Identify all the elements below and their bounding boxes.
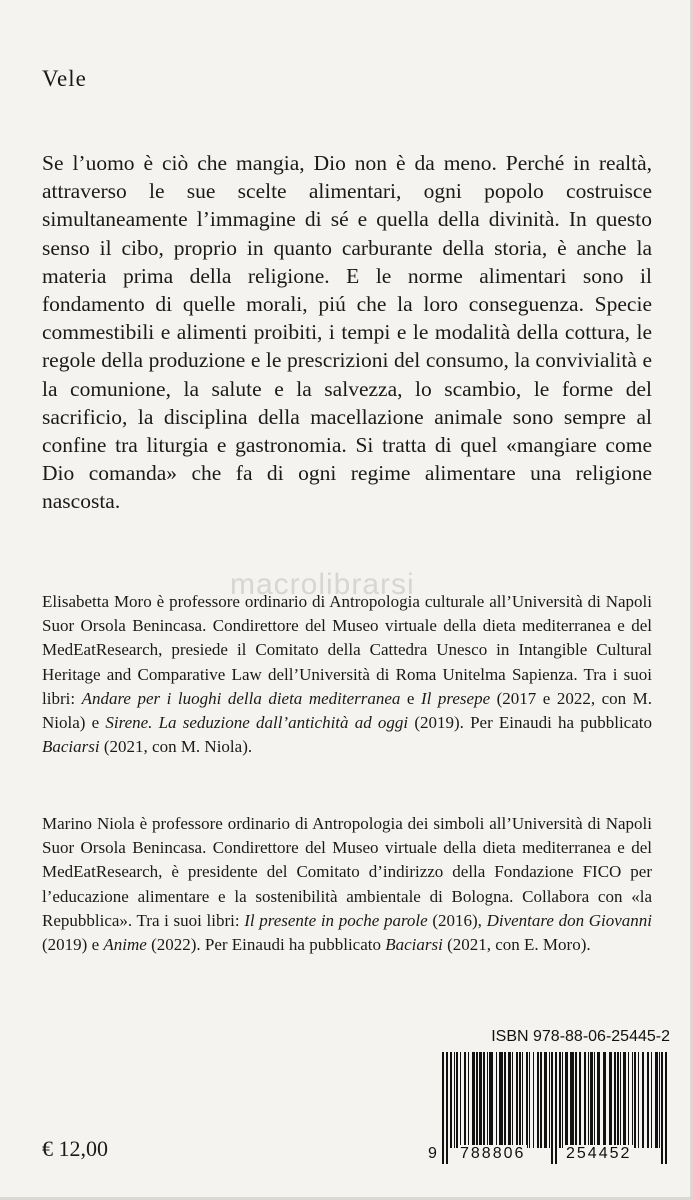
barcode-bar [454, 1052, 455, 1148]
barcode-bar [647, 1052, 649, 1148]
book-title: Baciarsi [42, 737, 100, 757]
barcode-bar [483, 1052, 485, 1148]
series-title: Vele [42, 66, 87, 91]
book-title: Anime [103, 935, 147, 955]
barcode-bar [529, 1052, 530, 1148]
barcode-bar [665, 1052, 667, 1164]
barcode-bar [562, 1052, 563, 1148]
barcode-bar [570, 1052, 574, 1148]
barcode-bar [628, 1052, 629, 1148]
barcode-bar [487, 1052, 488, 1148]
barcode-bar [638, 1052, 639, 1148]
bio-text: (2016), [427, 910, 487, 930]
barcode-bar [456, 1052, 458, 1148]
barcode-bar [575, 1052, 577, 1148]
author-bio-moro [42, 590, 652, 759]
barcode-bar [623, 1052, 626, 1148]
barcode-bar [442, 1052, 444, 1164]
barcode-bar [499, 1052, 503, 1148]
barcode-bar [594, 1052, 595, 1148]
book-title: Andare per i luoghi della dieta mediterranea [81, 688, 401, 708]
barcode-bar [603, 1052, 606, 1148]
barcode-bar [579, 1052, 581, 1148]
barcode-bar [555, 1052, 557, 1164]
barcode-bar [588, 1052, 589, 1148]
barcode-bar [565, 1052, 568, 1148]
barcode-bar [496, 1052, 497, 1148]
barcode-bar [617, 1052, 619, 1148]
book-title: Sirene. La seduzione dall’antichità ad oggi [105, 713, 409, 733]
bio-text: (2021, con M. Niola). [99, 737, 253, 757]
bio-text: Elisabetta Moro è professore ordinario di Antropologia culturale all’Università di Napoli Suor Orsola Benincasa. Condirettore del Museo virtuale della dieta mediterranea e del MedEatResearch, presiede il Comitato della Cattedra Unesco in Intangible Cultural Heritage and Comparative Law dell’Università di Roma Unitelma Sapienza. Tra i suoi libri: [42, 592, 652, 708]
barcode-bar [544, 1052, 547, 1148]
barcode-bar [519, 1052, 521, 1148]
barcode-bar [559, 1052, 561, 1148]
barcode-bar [597, 1052, 600, 1148]
barcode-bar [479, 1052, 482, 1148]
barcode-bar [584, 1052, 586, 1148]
barcode-bar [522, 1052, 523, 1148]
book-title: Baciarsi [385, 935, 443, 955]
barcode-bar [634, 1052, 636, 1148]
barcode-bar [446, 1052, 448, 1164]
barcode-bar [642, 1052, 644, 1148]
bio-text: (2021, con E. Moro). [442, 935, 591, 955]
bio-text: (2022). Per Einaudi ha pubblicato [146, 935, 386, 955]
bio-text: (2017 e 2022, con M. Niola) e [42, 688, 653, 733]
barcode-bar [508, 1052, 511, 1148]
bio-text: e [400, 688, 421, 708]
bio-text: (2019) e [42, 935, 104, 955]
isbn-label: ISBN 978-88-06-25445-2 [491, 1028, 670, 1045]
barcode-bar [551, 1052, 553, 1164]
barcode-bar [468, 1052, 469, 1148]
watermark-logo: macrolibrarsi [230, 568, 415, 601]
barcode-bar [533, 1052, 534, 1148]
barcode-bar [472, 1052, 475, 1148]
blurb-text: Se l’uomo è ciò che mangia, Dio non è da meno. Perché in realtà, attraverso le sue scelte alimentari, ogni popolo costruisce simultaneamente l’immagine di sé e quella della divinità. In questo senso il cibo, proprio in quanto carburante della storia, è anche la materia prima della religione. E le norme alimentari sono il fondamento di quelle morali, piú che la loro conseguenza. Specie commestibili e alimenti proibiti, i tempi e le modalità della cottura, le regole della produzione e le prescrizioni del consumo, la convivialità e la comunione, la salute e la salvezza, lo scambio, le forme del sacrificio, la disciplina della macellazione animale sono sempre al confine tra liturgia e gastronomia. Si tratta di quel «mangiare come Dio comanda» che fa di ogni regime alimentare una religione nascosta. [42, 151, 652, 514]
barcode-bar [620, 1052, 621, 1148]
barcode-digits-right: 254452 [566, 1145, 632, 1162]
barcode-bar [632, 1052, 633, 1148]
barcode-bar [516, 1052, 518, 1148]
barcode-bar [476, 1052, 478, 1148]
book-title: Il presente in poche parole [244, 910, 428, 930]
barcode-bar [614, 1052, 616, 1148]
barcode-bar [489, 1052, 493, 1148]
barcode-bar [651, 1052, 652, 1148]
barcode-bar [504, 1052, 506, 1148]
barcode-bar [540, 1052, 542, 1148]
barcode-bar [590, 1052, 593, 1148]
barcode-bar [464, 1052, 466, 1148]
author-bio-niola [42, 812, 652, 957]
bio-text: (2019). Per Einaudi ha pubblicato [408, 713, 652, 733]
barcode-bar [512, 1052, 513, 1148]
barcode-bar [526, 1052, 528, 1148]
barcode-bar [549, 1052, 550, 1148]
barcode-bar [609, 1052, 612, 1148]
barcode-bar [460, 1052, 461, 1148]
barcode-bar [655, 1052, 658, 1148]
barcode-digits-left: 788806 [460, 1145, 526, 1162]
barcode-digit-first: 9 [428, 1145, 437, 1162]
book-title: Il presepe [420, 688, 491, 708]
bio-text: Marino Niola è professore ordinario di Antropologia dei simboli all’Università di Napoli Suor Orsola Benincasa. Condirettore del Museo virtuale della dieta mediterranea e del MedEatResearch, è presidente del Comitato d’indirizzo della Fondazione FICO per l’educazione alimentare e la sostenibilità ambientale di Bologna. Collabora con «la Repubblica». Tra i suoi libri: [42, 814, 652, 930]
book-title: Diventare don Giovanni [486, 910, 652, 930]
barcode-bar [659, 1052, 660, 1148]
barcode-bar [450, 1052, 452, 1148]
barcode-bar [537, 1052, 539, 1148]
price: € 12,00 [42, 1136, 108, 1161]
barcode-bar [661, 1052, 663, 1164]
